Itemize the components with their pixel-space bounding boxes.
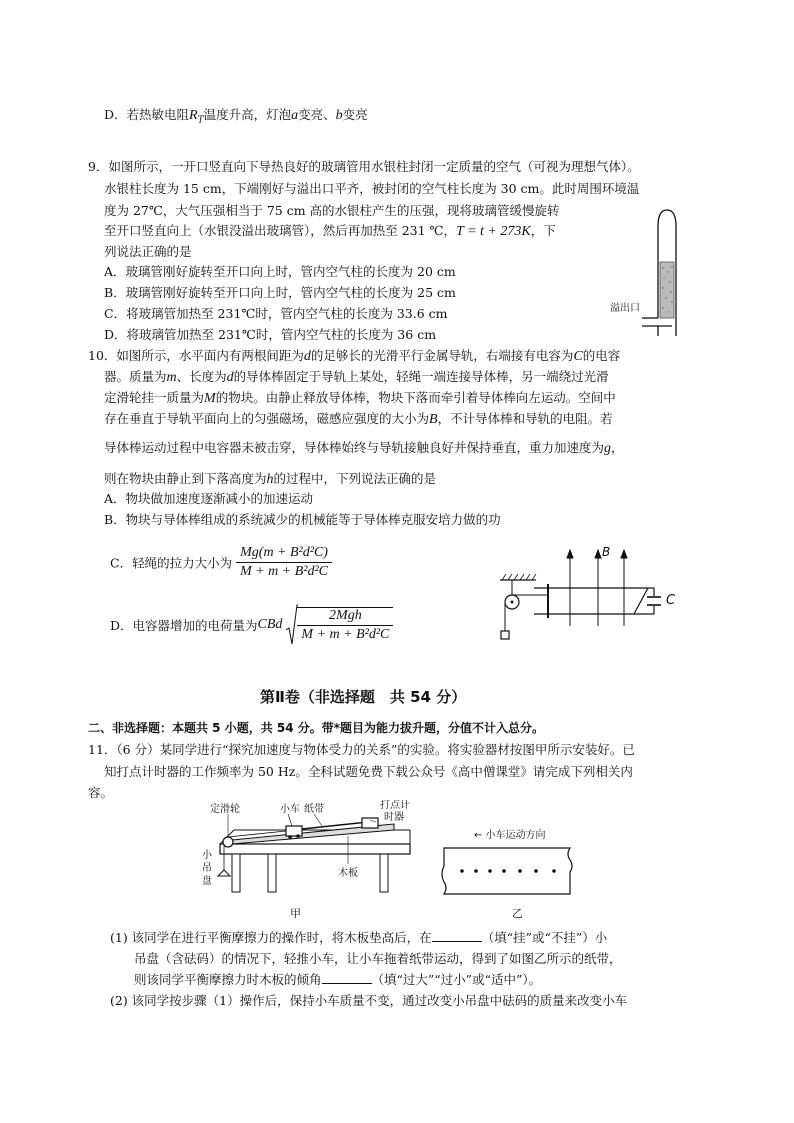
pulley-axle bbox=[511, 601, 514, 604]
outlet-label: 溢出口 bbox=[610, 303, 640, 314]
q9-line1: 9．如图所示，一开口竖直向下导热良好的玻璃管用水银柱封闭一定质量的空气（可视为理想气体）。 bbox=[88, 159, 640, 174]
fixed-pulley bbox=[223, 837, 233, 847]
q10-line1 bbox=[88, 346, 620, 368]
q10-l3a: 定滑轮挂一质量为 bbox=[104, 390, 205, 405]
symbol-d-2: d bbox=[226, 370, 234, 385]
table-leg-3 bbox=[380, 854, 388, 892]
q8-d-text3: 变亮、 bbox=[298, 107, 336, 122]
q9-line4 bbox=[104, 221, 556, 243]
q10-l2b: 、长度为 bbox=[176, 369, 227, 384]
skew-wire bbox=[634, 588, 648, 614]
q9-option-b: B．玻璃管刚好旋转至开口向上时，管内空气柱的长度为 25 cm bbox=[104, 285, 456, 300]
q10-l1c: 的电容 bbox=[582, 348, 621, 363]
label-timer-2: 时器 bbox=[384, 812, 404, 823]
q11-line2: 知打点计时器的工作频率为 50 Hz。全科试题免费下载公众号《高中僧课堂》请完成下列相关内 bbox=[104, 764, 633, 779]
q11-p2-line1: (2) 该同学按步骤（1）操作后，保持小车质量不变，通过改变小吊盘中砝码的质量来改变小车 bbox=[110, 993, 628, 1008]
q10-c-text: C．轻绳的拉力大小为 bbox=[110, 555, 233, 571]
q8-option-d bbox=[104, 105, 368, 131]
kelvin-formula: T = t + 273K bbox=[456, 224, 531, 239]
q8-d-text2: 温度升高，灯泡 bbox=[203, 107, 292, 122]
dot-7 bbox=[552, 869, 556, 873]
rail-capacitor-figure bbox=[494, 540, 686, 646]
label-pan-1: 小 bbox=[202, 850, 212, 861]
q9-option-c: C．将玻璃管加热至 231℃时，管内空气柱的长度为 33.6 cm bbox=[104, 306, 448, 321]
q10-l3b: 的物块。由静止释放导体棒，物块下落而牵引着导体棒向左运动。空间中 bbox=[215, 390, 616, 405]
q10-l5a: 导体棒运动过程中电容器未被击穿，导体棒始终与导轨接触良好并保持垂直，重力加速度为 bbox=[104, 440, 605, 455]
bulb-a: a bbox=[291, 108, 299, 123]
tape-leader bbox=[314, 814, 322, 826]
glass-tube-figure bbox=[606, 206, 686, 342]
q10-l1b: 的足够长的光滑平行金属导轨，右端接有电容为 bbox=[310, 348, 574, 363]
q10-l6b: 的过程中，下列说法正确的是 bbox=[273, 471, 437, 486]
p1-l1-text: (1) 该同学在进行平衡摩擦力的操作时，将木板垫高后，在 bbox=[110, 930, 432, 945]
symbol-M: M bbox=[204, 391, 216, 406]
q10-line2 bbox=[104, 367, 609, 389]
apparatus-figure bbox=[198, 800, 416, 920]
q10-line5 bbox=[104, 438, 624, 460]
q10-line3 bbox=[104, 388, 616, 410]
q11-line3: 容。 bbox=[88, 785, 114, 800]
caption-jia: 甲 bbox=[290, 907, 301, 920]
q10-l4a: 存在垂直于导轨平面向上的匀强磁场，磁感应强度的大小为 bbox=[104, 411, 430, 426]
q10-line4 bbox=[104, 409, 613, 431]
q9-option-d: D．将玻璃管加热至 231℃时，管内空气柱的长度为 36 cm bbox=[104, 327, 437, 342]
p1-l3-end: （填“过大”“过小”或“适中”）。 bbox=[371, 972, 542, 987]
resistor-subscript: T bbox=[197, 115, 204, 126]
section-title: 第Ⅱ卷（非选择题 共 54 分） bbox=[260, 688, 467, 706]
label-pan-2: 吊 bbox=[202, 863, 212, 874]
q10-line6 bbox=[104, 469, 436, 491]
dot-4 bbox=[502, 869, 506, 873]
q10-l6a: 则在物块由静止到下落高度为 bbox=[104, 471, 267, 486]
q10-option-a: A．物块做加速度逐渐减小的加速运动 bbox=[104, 491, 314, 506]
table-leg-1 bbox=[232, 854, 240, 892]
timer bbox=[362, 818, 378, 828]
dot-5 bbox=[518, 869, 522, 873]
resistor-symbol: R bbox=[189, 108, 198, 123]
table-leg-2 bbox=[268, 854, 276, 892]
dot-2 bbox=[474, 869, 478, 873]
q10-l2a: 器。质量为 bbox=[104, 369, 167, 384]
dot-3 bbox=[488, 869, 492, 873]
blank-1[interactable] bbox=[432, 929, 482, 942]
capacitor-label: C bbox=[666, 593, 676, 608]
p1-l1-end: （填“挂”或“不挂”）小 bbox=[481, 930, 608, 945]
q11-p1-line1 bbox=[110, 928, 607, 949]
q9-line4-end: ，下 bbox=[530, 223, 556, 238]
q11-p1-line2: 吊盘（含砝码）的情况下，轻推小车，让小车拖着纸带运动，得到了如图乙所示的纸带， bbox=[134, 951, 622, 966]
charge-numerator: 2Mgh bbox=[297, 608, 393, 626]
label-pan-3: 盘 bbox=[202, 876, 212, 887]
q10-l1a: 10．如图所示，水平面内有两根间距为 bbox=[88, 348, 304, 363]
q10-l4b: ，不计导体棒和导轨的电阻。若 bbox=[437, 411, 613, 426]
caption-yi: 乙 bbox=[512, 907, 523, 920]
symbol-C: C bbox=[573, 349, 583, 364]
q10-l2c: 的导体棒固定于导轨上某处，轻绳一端连接导体棒，另一端绕过光滑 bbox=[233, 369, 609, 384]
q9-option-a: A．玻璃管刚好旋转至开口向上时，管内空气柱的长度为 20 cm bbox=[104, 264, 456, 279]
symbol-d: d bbox=[303, 349, 311, 364]
symbol-h: h bbox=[266, 472, 274, 487]
dot-6 bbox=[534, 869, 538, 873]
symbol-B: B bbox=[429, 412, 438, 427]
field-label: B bbox=[602, 545, 611, 559]
q10-option-c bbox=[110, 545, 332, 580]
tension-numerator: Mg(m + B²d²C) bbox=[236, 545, 332, 563]
label-cart: 小车 bbox=[280, 804, 300, 815]
q10-option-b: B．物块与导体棒组成的系统减少的机械能等于导体棒克服安培力做的功 bbox=[104, 512, 501, 527]
charge-sqrt bbox=[286, 604, 393, 646]
label-tape: 纸带 bbox=[304, 804, 324, 815]
cart-wheel-1 bbox=[288, 835, 292, 839]
tension-fraction bbox=[236, 545, 332, 580]
section-intro: 二、非选择题：本题共 5 小题，共 54 分。带*题目为能力拔升题，分值不计入总分。 bbox=[88, 721, 545, 735]
p1-l3-text: 则该同学平衡摩擦力时木板的倾角 bbox=[134, 972, 322, 987]
label-pulley: 定滑轮 bbox=[210, 804, 240, 815]
q8-d-text4: 变亮 bbox=[342, 107, 368, 122]
cart-wheel-2 bbox=[296, 834, 300, 838]
charge-coef: CBd bbox=[257, 617, 283, 632]
q11-p1-line3 bbox=[134, 970, 541, 991]
tension-denominator: M + m + B²d²C bbox=[240, 564, 329, 579]
q9-line4-text: 至开口竖直向上（水银没溢出玻璃管），然后再加热至 231 ℃， bbox=[104, 223, 457, 238]
cart-leader bbox=[288, 814, 292, 826]
q8-d-text: D．若热敏电阻 bbox=[104, 107, 190, 122]
q10-d-text: D．电容器增加的电荷量为 bbox=[110, 618, 258, 633]
charge-denominator: M + m + B²d²C bbox=[301, 627, 390, 642]
q9-line3: 度为 27℃，大气压强相当于 75 cm 高的水银柱产生的压强，现将玻璃管缓慢旋转 bbox=[104, 203, 560, 218]
tape-figure bbox=[440, 826, 580, 920]
q10-l5b: ， bbox=[611, 440, 624, 455]
symbol-m: m bbox=[166, 370, 177, 385]
label-direction: ← 小车运动方向 bbox=[474, 830, 546, 841]
dot-1 bbox=[460, 869, 464, 873]
table-top bbox=[220, 844, 410, 854]
hanging-block bbox=[501, 631, 509, 639]
q10-option-d bbox=[110, 604, 393, 646]
charge-fraction bbox=[297, 608, 393, 643]
ceiling-hatch bbox=[502, 574, 536, 580]
mercury-column bbox=[660, 262, 674, 318]
q9-line2: 水银柱长度为 15 cm，下端刚好与溢出口平齐，被封闭的空气柱长度为 30 cm。此时周围环境温 bbox=[104, 181, 640, 196]
label-timer-1: 打点计 bbox=[380, 800, 410, 811]
hanging-pan bbox=[218, 870, 230, 876]
cart bbox=[286, 826, 302, 836]
q9-line5: 列说法正确的是 bbox=[104, 244, 192, 259]
label-board: 木板 bbox=[338, 868, 358, 879]
symbol-g: g bbox=[604, 441, 612, 456]
q11-line1: 11．（6 分）某同学进行“探究加速度与物体受力的关系”的实验。将实验器材按图甲所示安装好。已 bbox=[88, 742, 635, 757]
bulb-b: b bbox=[335, 108, 343, 123]
blank-2[interactable] bbox=[322, 971, 372, 984]
